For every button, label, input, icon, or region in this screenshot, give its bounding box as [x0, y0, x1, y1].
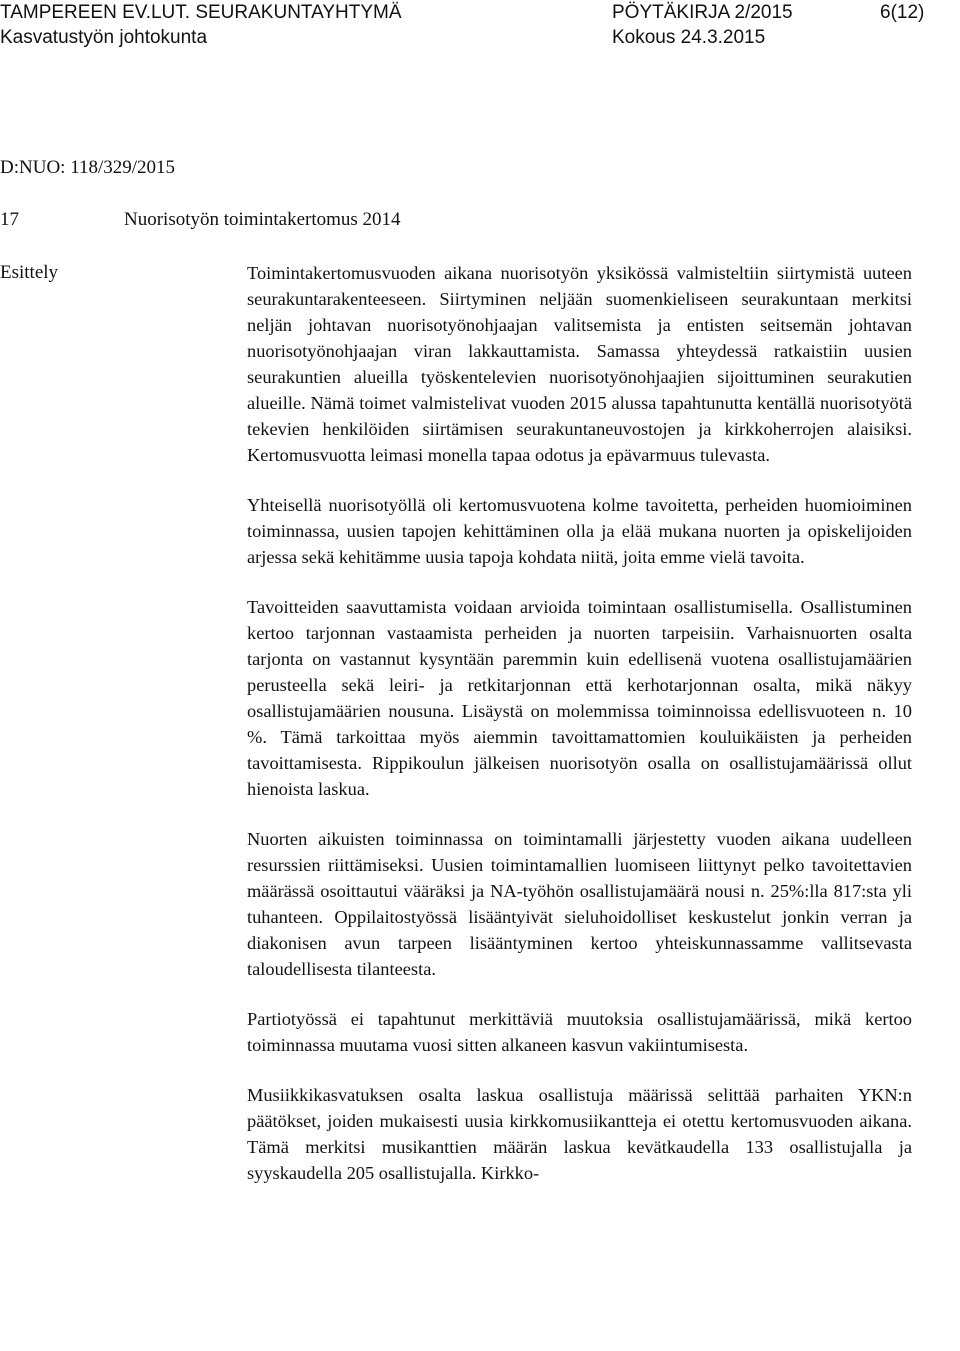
- paragraph: Tavoitteiden saavuttamista voidaan arvioida toimintaan osallistumisella. Osallistuminen kertoo tarjonnan vastaamista perheiden ja nuorten tarpeisiin. Varhaisnuorten osalta tarjonta on vastannut kysyntään paremmin kuin edellisenä vuotena osallistujamäärien perusteella sekä leiri- ja retkitarjonnan että kerhotarjonnan osalta, mikä näkyy osallistujamäärien nousuna. Lisäystä on molemmissa toiminnoissa edellisvuoteen n. 10 %. Tämä tarkoittaa myös aiemmin tavoittamattomien kouluikäisten ja perheiden tavoittamisesta. Rippikoulun jälkeisen nuorisotyön osalla on osallistujamäärissä ollut hienoista laskua.: [247, 597, 912, 799]
- page-number: 6(12): [880, 2, 925, 23]
- item-number: 17: [0, 209, 19, 230]
- section-label: Esittely: [0, 262, 59, 283]
- paragraph: Musiikkikasvatuksen osalta laskua osallistuja määrissä selittää parhaiten YKN:n päätökset, joiden mukaisesti uusia kirkkomusiikantteja ei otettu kertomusvuoden aikana. Tämä merkitsi musikanttien määrän laskua kevätkaudella 133 osallistujalla ja syyskaudella 205 osallistujalla. Kirkko-: [247, 1085, 912, 1183]
- paragraph: Partiotyössä ei tapahtunut merkittäviä muutoksia osallistujamäärissä, mikä kertoo toiminnassa muutama vuosi sitten alkaneen kasvun vakiintumisesta.: [247, 1009, 912, 1055]
- item-title: Nuorisotyön toimintakertomus 2014: [124, 209, 401, 230]
- document-title: PÖYTÄKIRJA 2/2015: [612, 2, 793, 23]
- section-body: [247, 260, 912, 1210]
- paragraph: Nuorten aikuisten toiminnassa on toimintamalli järjestetty vuoden aikana uudelleen resurssien riittämiseksi. Uusien toimintamallien luomiseen liittynyt pelko tavoitettavien määrässä osoittautui vääräksi ja NA-työhön osallistujamäärä nousi n. 25%:lla 817:sta yli tuhanteen. Oppilaitostyössä lisääntyivät sieluhoidolliset keskustelut jonkin verran ja diakonisen avun tarpeen lisääntyminen kertoo yhteiskunnassamme vallitsevasta taloudellisesta tilanteesta.: [247, 829, 912, 979]
- paragraph: Toimintakertomusvuoden aikana nuorisotyön yksikössä valmisteltiin siirtymistä uuteen seurakuntarakenteeseen. Siirtyminen neljään suomenkieliseen seurakuntaan merkitsi neljän johtavan nuorisotyönohjaajan valitsemista ja entisten seitsemän johtavan nuorisotyönohjaajan viran lakkauttamista. Samassa yhteydessä ratkaistiin uusien seurakuntien alueilla työskentelevien nuorisotyönohjaajien sijoittuminen seurakutien alueille. Nämä toimet valmistelivat vuoden 2015 alussa tapahtunutta kentällä nuorisotyötä tekevien henkilöiden siirtämisen seurakuntaneuvostojen ja kirkkoherrojen alaisiksi. Kertomusvuotta leimasi monella tapaa odotus ja epävarmuus tulevasta.: [247, 263, 912, 465]
- record-number: D:NUO: 118/329/2015: [0, 157, 176, 178]
- meeting-date: Kokous 24.3.2015: [612, 27, 766, 48]
- paragraph: Yhteisellä nuorisotyöllä oli kertomusvuotena kolme tavoitetta, perheiden huomioiminen toiminnassa, uusien tapojen kehittäminen olla ja elää mukana nuorten ja opiskelijoiden arjessa sekä kehitämme uusia tapoja kohdata niitä, joita emme vielä tavoita.: [247, 495, 912, 567]
- document-header: [0, 0, 960, 26]
- committee-name: Kasvatustyön johtokunta: [0, 27, 208, 48]
- document-subheader: [0, 25, 960, 51]
- organization-name: TAMPEREEN EV.LUT. SEURAKUNTAYHTYMÄ: [0, 2, 402, 23]
